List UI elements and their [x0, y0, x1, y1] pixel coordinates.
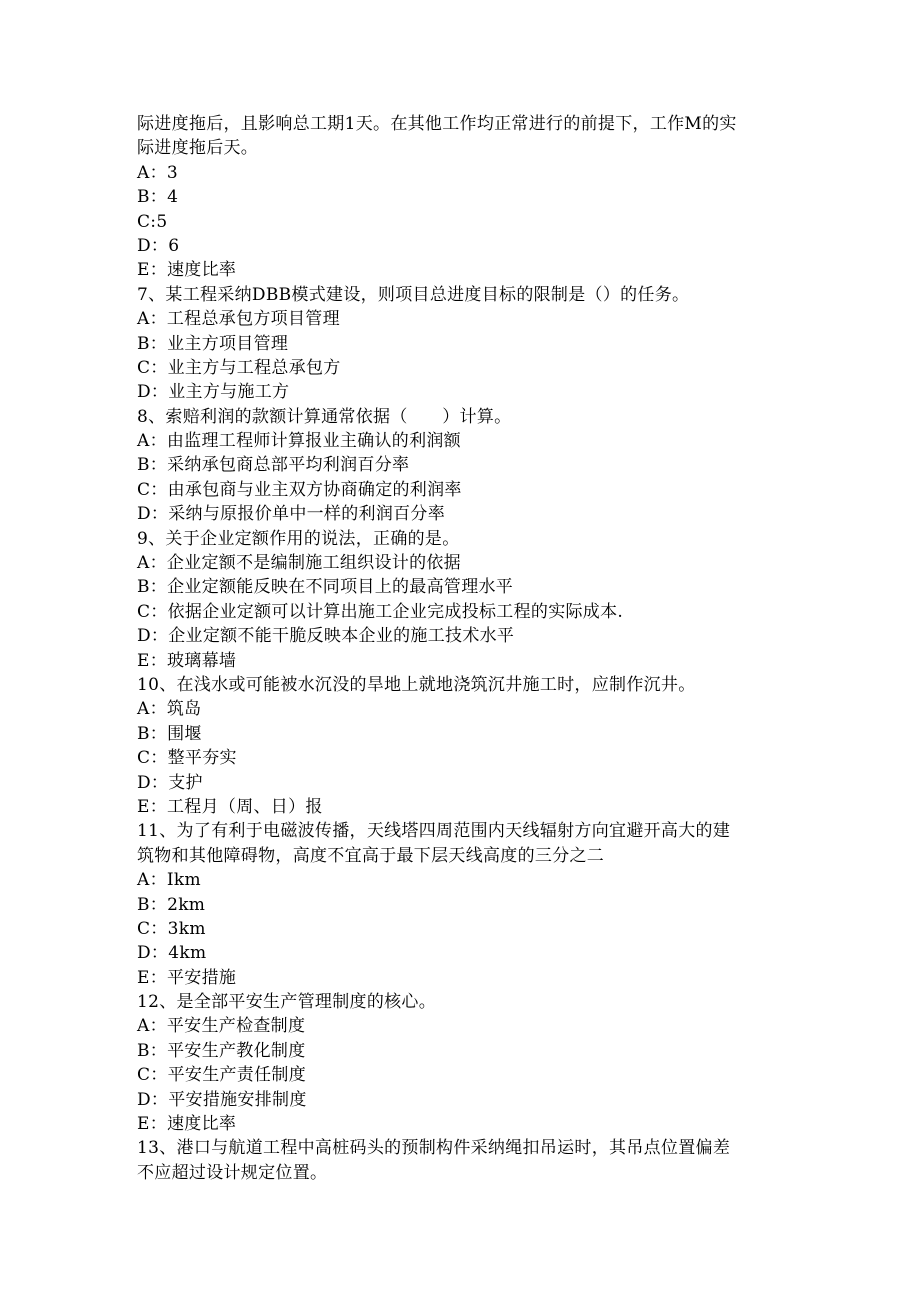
option-e: E：玻璃幕墙 [137, 650, 237, 671]
question-8: 8、索赔利润的款额计算通常依据（ ）计算。 [137, 406, 512, 427]
option-c: C：业主方与工程总承包方 [137, 357, 341, 378]
question-12: 12、是全部平安生产管理制度的核心。 [137, 992, 437, 1013]
option-a: A：Ikm [137, 870, 201, 891]
question-11-text-line-1: 11、为了有利于电磁波传播，天线塔四周范围内天线辐射方向宜避开高大的建 [137, 821, 731, 842]
option-a: A：企业定额不是编制施工组织设计的依据 [137, 553, 461, 574]
question-6-text-line-1: 际进度拖后，且影响总工期1天。在其他工作均正常进行的前提下，工作M的实 [137, 114, 737, 134]
question-7: 7、某工程采纳DBB模式建设，则项目总进度目标的限制是（）的任务。 [137, 284, 690, 305]
option-c: C：平安生产责任制度 [137, 1065, 307, 1086]
question-13-text-line-1: 13、港口与航道工程中高桩码头的预制构件采纳绳扣吊运时，其吊点位置偏差 [137, 1138, 731, 1159]
option-c: C：整平夯实 [137, 748, 237, 769]
option-a: A：由监理工程师计算报业主确认的利润额 [137, 431, 461, 452]
option-a: A：平安生产检查制度 [137, 1016, 306, 1037]
question-6-text-line-2: 际进度拖后天。 [137, 138, 259, 159]
option-d: D：企业定额不能干脆反映本企业的施工技术水平 [137, 626, 515, 647]
option-a: A：工程总承包方项目管理 [137, 309, 340, 330]
option-a: A：3 [137, 162, 178, 183]
option-c: C：3km [137, 918, 206, 939]
option-e: E：速度比率 [137, 260, 237, 281]
option-b: B：采纳承包商总部平均利润百分率 [137, 455, 410, 476]
option-b: B：平安生产教化制度 [137, 1040, 306, 1061]
option-b: B：企业定额能反映在不同项目上的最高管理水平 [137, 577, 514, 598]
question-9: 9、关于企业定额作用的说法，正确的是。 [137, 528, 460, 549]
option-b: B：围堰 [137, 723, 202, 744]
option-d: D：4km [137, 943, 207, 964]
option-c: C:5 [137, 211, 168, 232]
option-c: C：由承包商与业主双方协商确定的利润率 [137, 479, 462, 500]
option-c: C：依据企业定额可以计算出施工企业完成投标工程的实际成本. [137, 601, 624, 622]
option-b: B：业主方项目管理 [137, 333, 289, 354]
option-a: A：筑岛 [137, 699, 202, 720]
option-d: D：平安措施安排制度 [137, 1089, 307, 1110]
option-d: D：业主方与施工方 [137, 382, 290, 403]
option-e: E：平安措施 [137, 967, 237, 988]
document-body [137, 112, 777, 1185]
option-b: B：4 [137, 187, 179, 208]
option-b: B：2km [137, 894, 206, 915]
option-d: D：支护 [137, 772, 203, 793]
question-13-text-line-2: 不应超过设计规定位置。 [137, 1162, 328, 1183]
option-e: E：速度比率 [137, 1114, 237, 1135]
question-11-text-line-2: 筑物和其他障碍物，高度不宜高于最下层天线高度的三分之二 [137, 845, 605, 866]
question-10: 10、在浅水或可能被水沉没的旱地上就地浇筑沉井施工时，应制作沉井。 [137, 674, 696, 695]
option-d: D：采纳与原报价单中一样的利润百分率 [137, 504, 446, 525]
option-d: D：6 [137, 235, 180, 256]
option-e: E：工程月（周、日）报 [137, 796, 323, 817]
